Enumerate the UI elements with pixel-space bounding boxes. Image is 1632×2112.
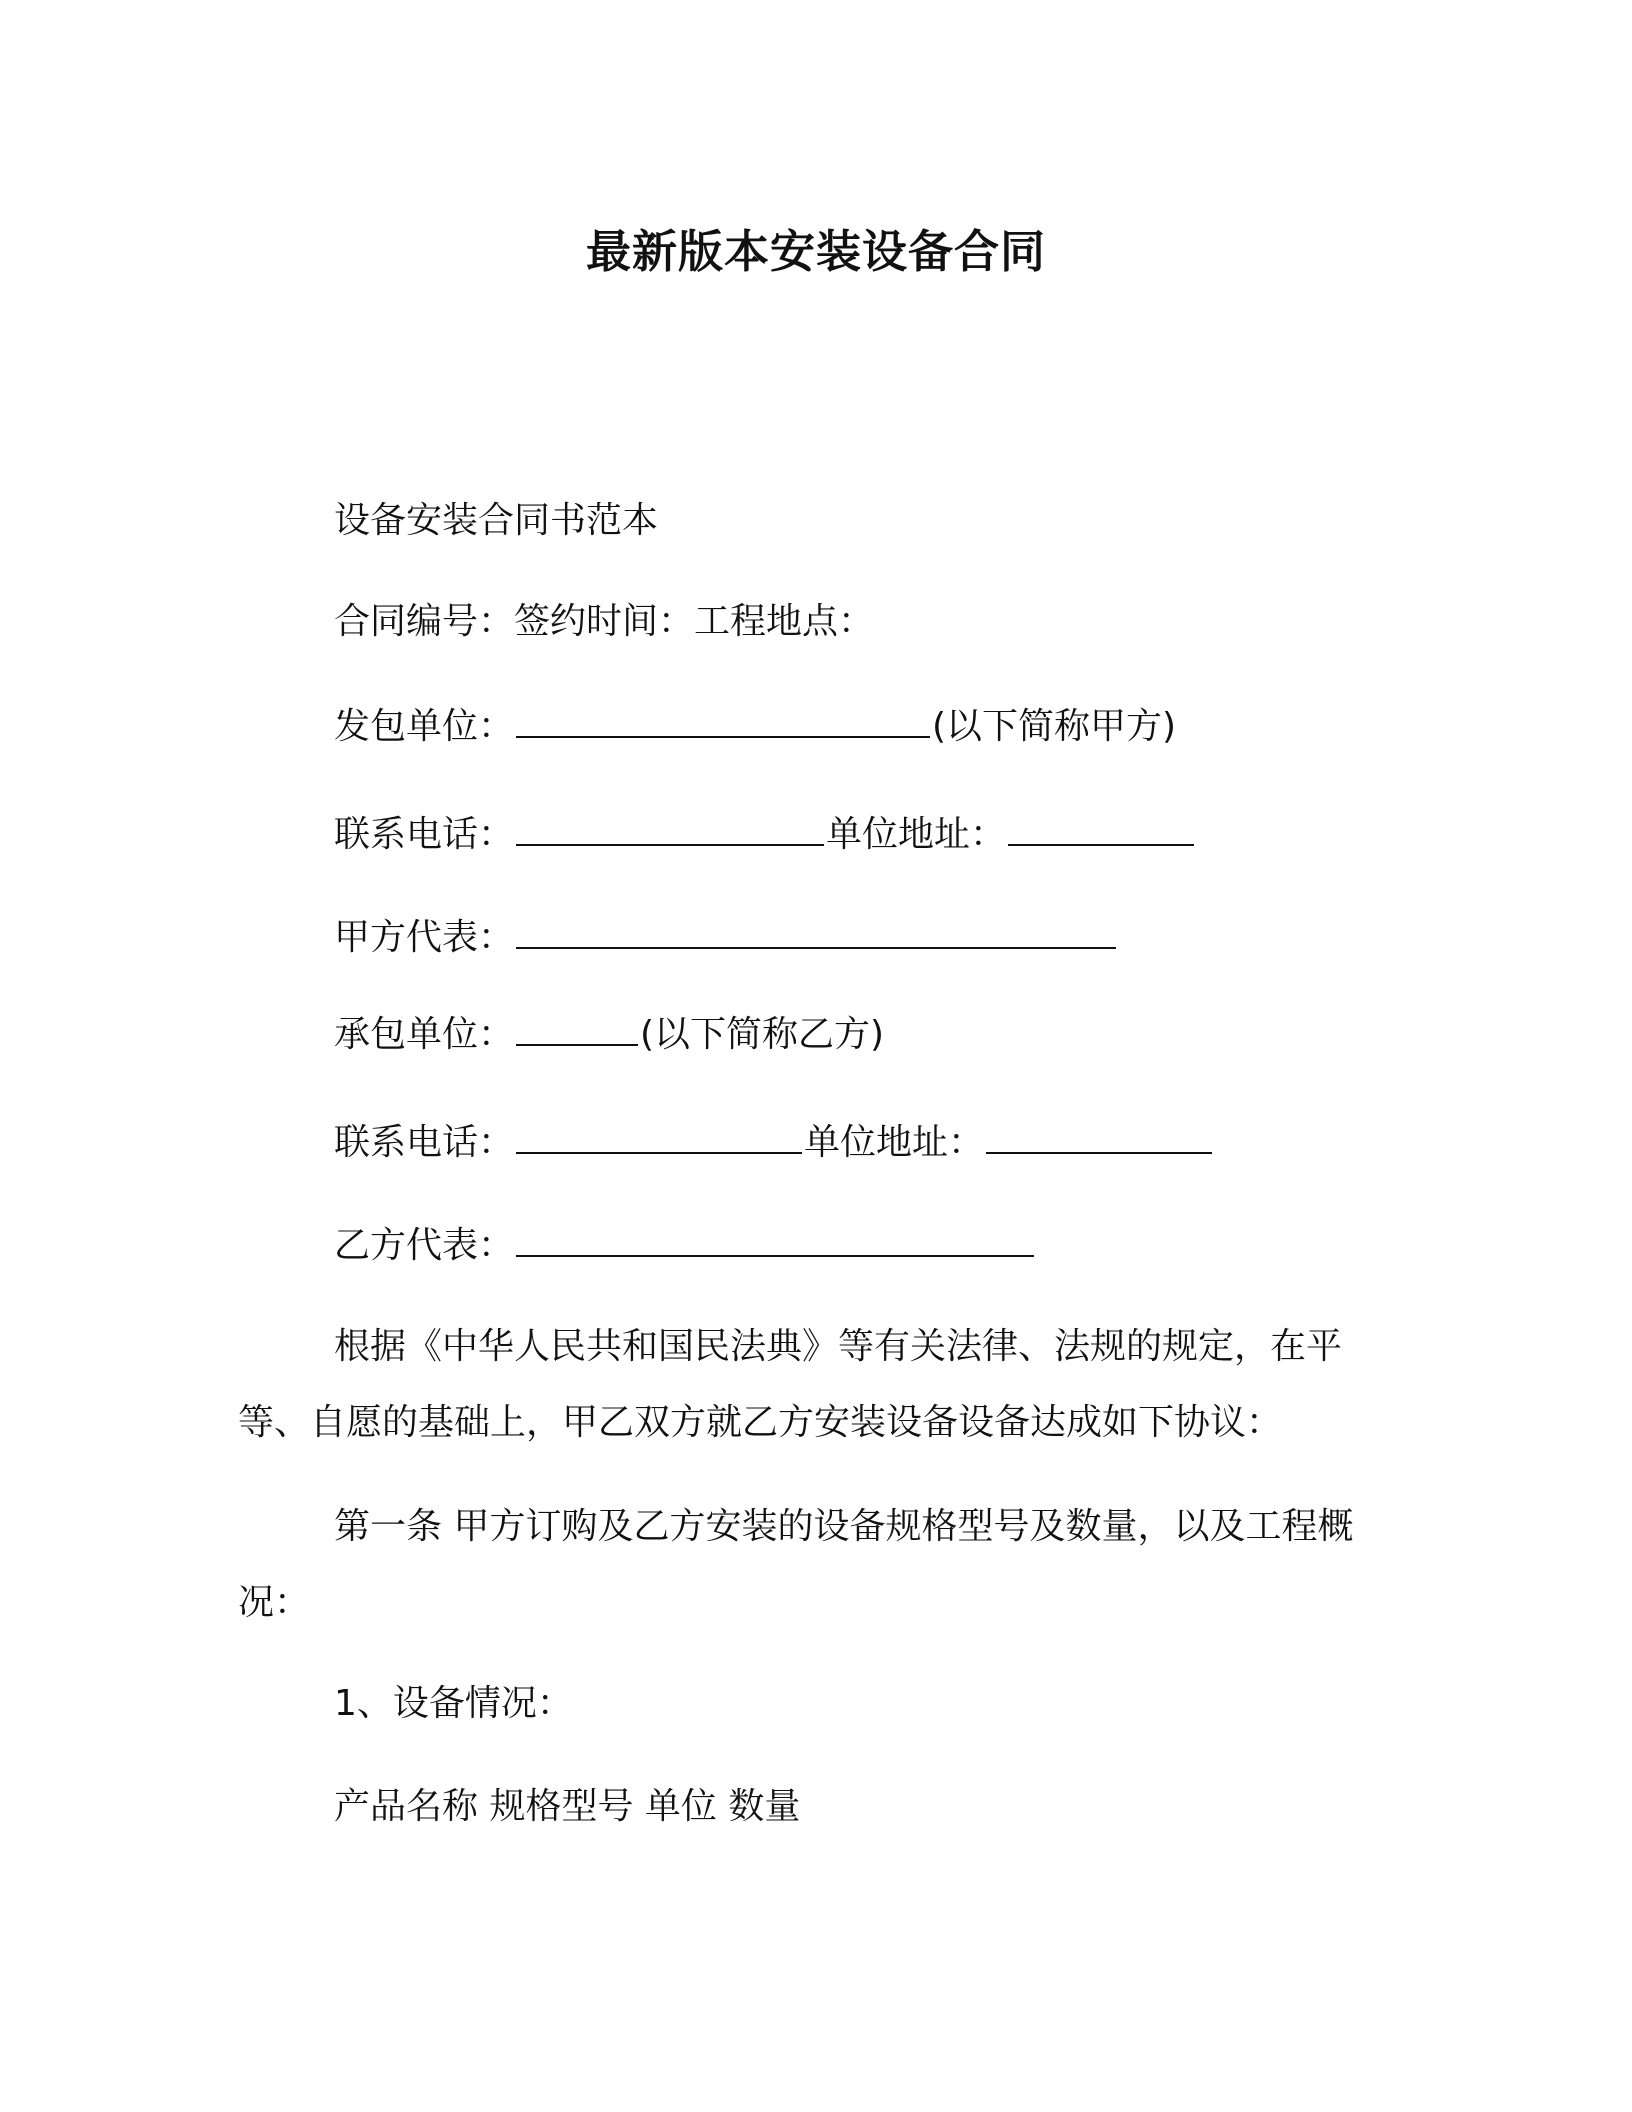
document-subtitle: 设备安装合同书范本 bbox=[334, 500, 659, 541]
party-b-address-blank bbox=[986, 1146, 1212, 1154]
article1-line-2: 况： bbox=[238, 1582, 311, 1623]
header-fields: 合同编号：签约时间：工程地点： bbox=[334, 601, 875, 642]
party-b-address-label: 单位地址： bbox=[804, 1122, 985, 1163]
party-b-rep-line bbox=[334, 1222, 1036, 1270]
party-a-rep-label: 甲方代表： bbox=[334, 917, 515, 958]
party-a-rep-blank bbox=[516, 941, 1116, 949]
table-header: 产品名称 规格型号 单位 数量 bbox=[334, 1786, 801, 1827]
party-a-unit-blank bbox=[516, 730, 930, 738]
party-a-address-blank bbox=[1008, 838, 1194, 846]
party-a-contact-line bbox=[334, 811, 1196, 859]
party-a-unit-line bbox=[334, 703, 1176, 751]
party-b-unit-label: 承包单位： bbox=[334, 1014, 515, 1055]
party-a-unit-suffix: (以下简称甲方) bbox=[932, 706, 1177, 747]
article1-line-1: 第一条 甲方订购及乙方安装的设备规格型号及数量，以及工程概 bbox=[334, 1506, 1354, 1547]
party-a-address-label: 单位地址： bbox=[826, 814, 1007, 855]
item-1-heading: 1、设备情况： bbox=[334, 1683, 573, 1724]
party-b-rep-blank bbox=[516, 1249, 1034, 1257]
party-b-unit-blank bbox=[516, 1038, 638, 1046]
party-b-phone-label: 联系电话： bbox=[334, 1122, 515, 1163]
party-b-phone-blank bbox=[516, 1146, 802, 1154]
party-b-contact-line bbox=[334, 1119, 1214, 1167]
party-b-unit-suffix: (以下简称乙方) bbox=[640, 1014, 885, 1055]
party-b-rep-label: 乙方代表： bbox=[334, 1225, 515, 1266]
intro-line-1: 根据《中华人民共和国民法典》等有关法律、法规的规定，在平 bbox=[334, 1326, 1343, 1367]
party-a-rep-line bbox=[334, 914, 1118, 962]
party-a-phone-blank bbox=[516, 838, 824, 846]
party-a-phone-label: 联系电话： bbox=[334, 814, 515, 855]
party-a-unit-label: 发包单位： bbox=[334, 706, 515, 747]
intro-line-2: 等、自愿的基础上，甲乙双方就乙方安装设备设备达成如下协议： bbox=[238, 1402, 1283, 1443]
party-b-unit-line bbox=[334, 1011, 884, 1059]
document-title: 最新版本安装设备合同 bbox=[585, 225, 1046, 278]
